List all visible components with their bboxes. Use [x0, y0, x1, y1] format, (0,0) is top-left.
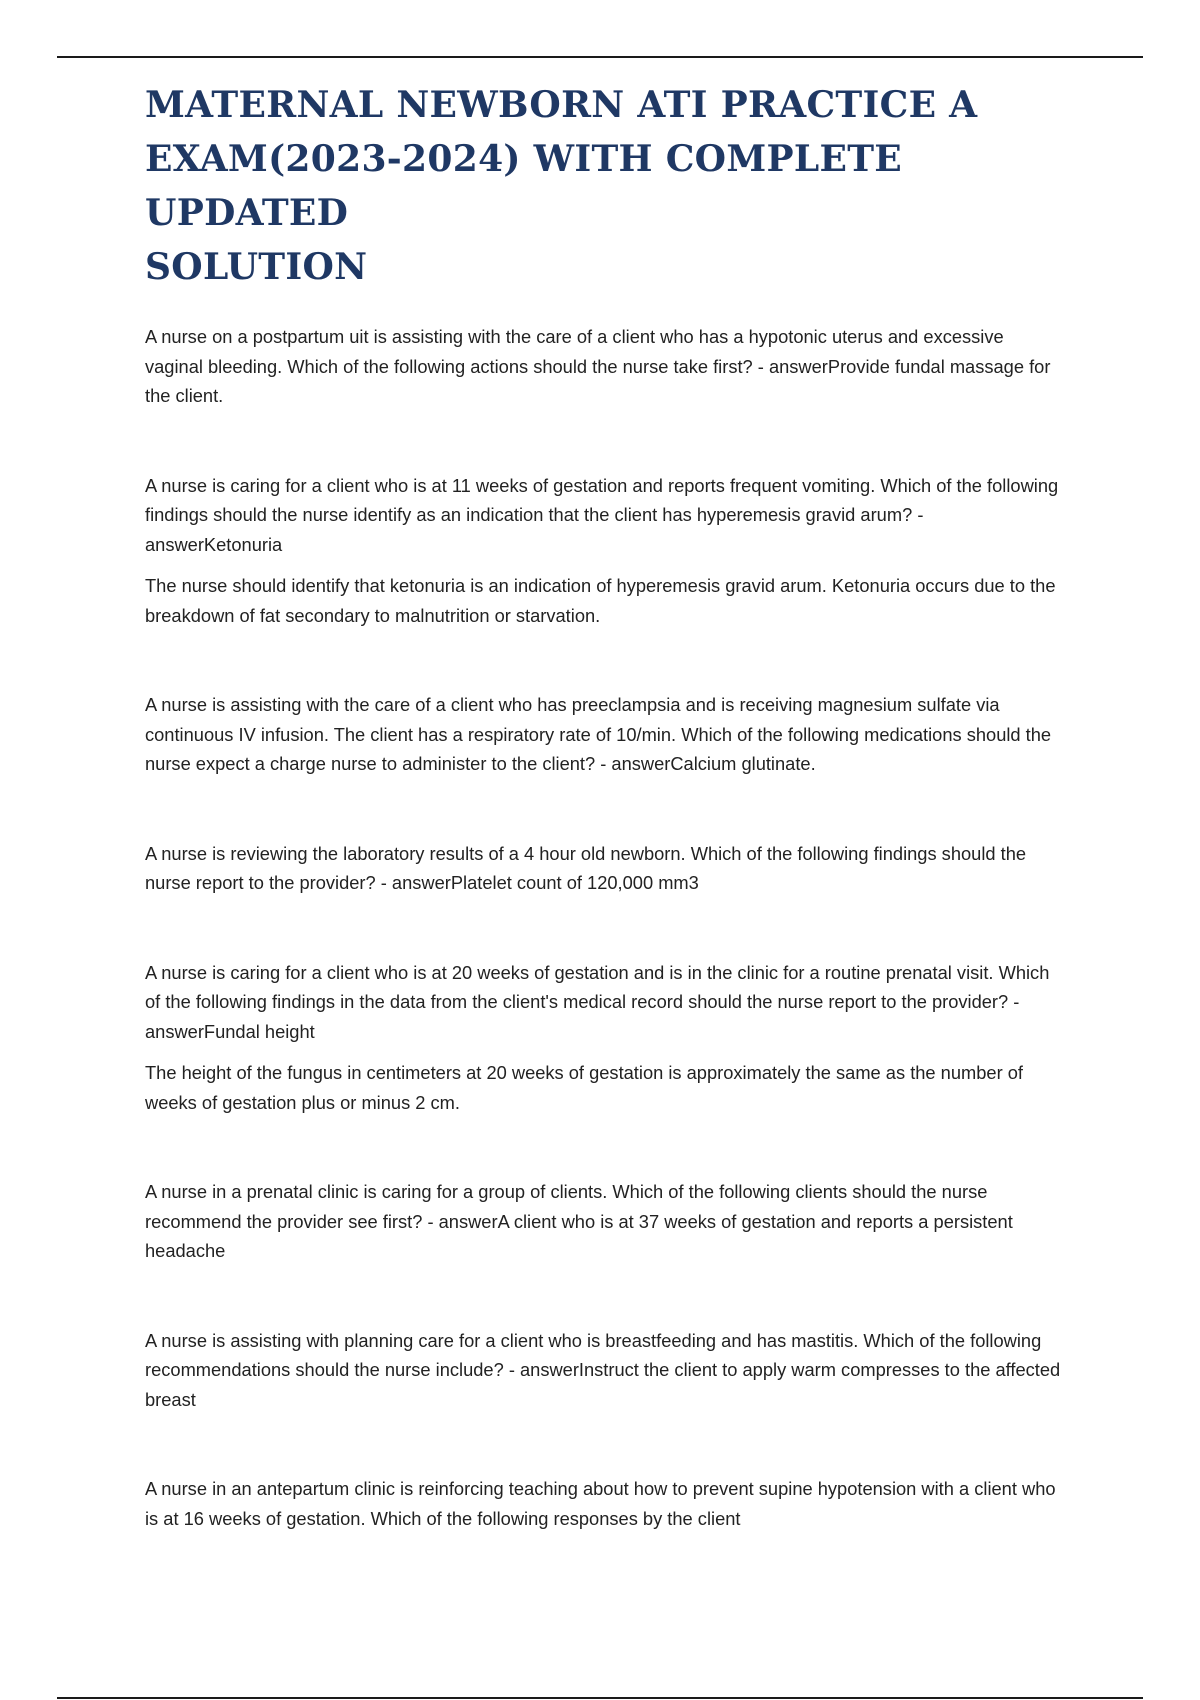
qa-item [145, 1326, 1065, 1415]
title-line: MATERNAL NEWBORN ATI PRACTICE A [145, 84, 978, 126]
question-text: A nurse is assisting with the care of a client who has preeclampsia and is receiving magnesium sulfate via continuous IV infusion. The client has a respiratory rate of 10/min. Which of the following medications should the nurse expect a charge nurse to administer to the client? - answerCalcium glutinate. [145, 694, 1052, 774]
question-text: A nurse is reviewing the laboratory results of a 4 hour old newborn. Which of the following findings should the nurse report to the provider? - answerPlatelet count of 120,000 mm3 [145, 842, 1027, 893]
question-text: A nurse is assisting with planning care for a client who is breastfeeding and has mastitis. Which of the following recommendations should the nurse include? - answerInstruct the client to apply warm compresses to the affected breast [145, 1329, 1061, 1410]
question-text: A nurse in an antepartum clinic is reinforcing teaching about how to prevent supine hypotension with a client who is at 16 weeks of gestation. Which of the following responses by the client [145, 1478, 1056, 1529]
title-line: SOLUTION [145, 246, 368, 288]
title-line: EXAM(2023-2024) WITH COMPLETE UPDATED [145, 138, 903, 234]
question-text: A nurse in a prenatal clinic is caring for a group of clients. Which of the following clients should the nurse recommend the provider see first? - answerA client who is at 37 weeks of gestation and reports a persistent headache [145, 1181, 1013, 1261]
explanation-text: The height of the fungus in centimeters at 20 weeks of gestation is approximately the same as the number of weeks of gestation plus or minus 2 cm. [145, 1062, 1023, 1113]
qa-item [145, 471, 1065, 631]
bottom-rule [57, 1697, 1143, 1699]
qa-item [145, 958, 1065, 1118]
question-text: A nurse on a postpartum uit is assisting with the care of a client who has a hypotonic uterus and excessive vaginal bleeding. Which of the following actions should the nurse take first? - answerProvide fundal massage for the client. [145, 326, 1051, 406]
top-rule [57, 56, 1143, 58]
question-text: A nurse is caring for a client who is at 11 weeks of gestation and reports frequent vomiting. Which of the following findings should the nurse identify as an indication that the client has hyperemesis gravid arum? - answerKetonuria [145, 474, 1059, 555]
qa-item [145, 839, 1065, 898]
document-page [145, 78, 1065, 1533]
qa-item [145, 1474, 1065, 1533]
document-title [145, 78, 1065, 294]
question-text: A nurse is caring for a client who is at 20 weeks of gestation and is in the clinic for a routine prenatal visit. Which of the following findings in the data from the client's medical record should the nurse report to the provider? - answerFundal height [145, 961, 1050, 1042]
qa-item [145, 1177, 1065, 1266]
qa-item [145, 690, 1065, 779]
explanation-text: The nurse should identify that ketonuria is an indication of hyperemesis gravid arum. Ketonuria occurs due to the breakdown of fat secondary to malnutrition or starvation. [145, 575, 1056, 626]
qa-item [145, 322, 1065, 411]
